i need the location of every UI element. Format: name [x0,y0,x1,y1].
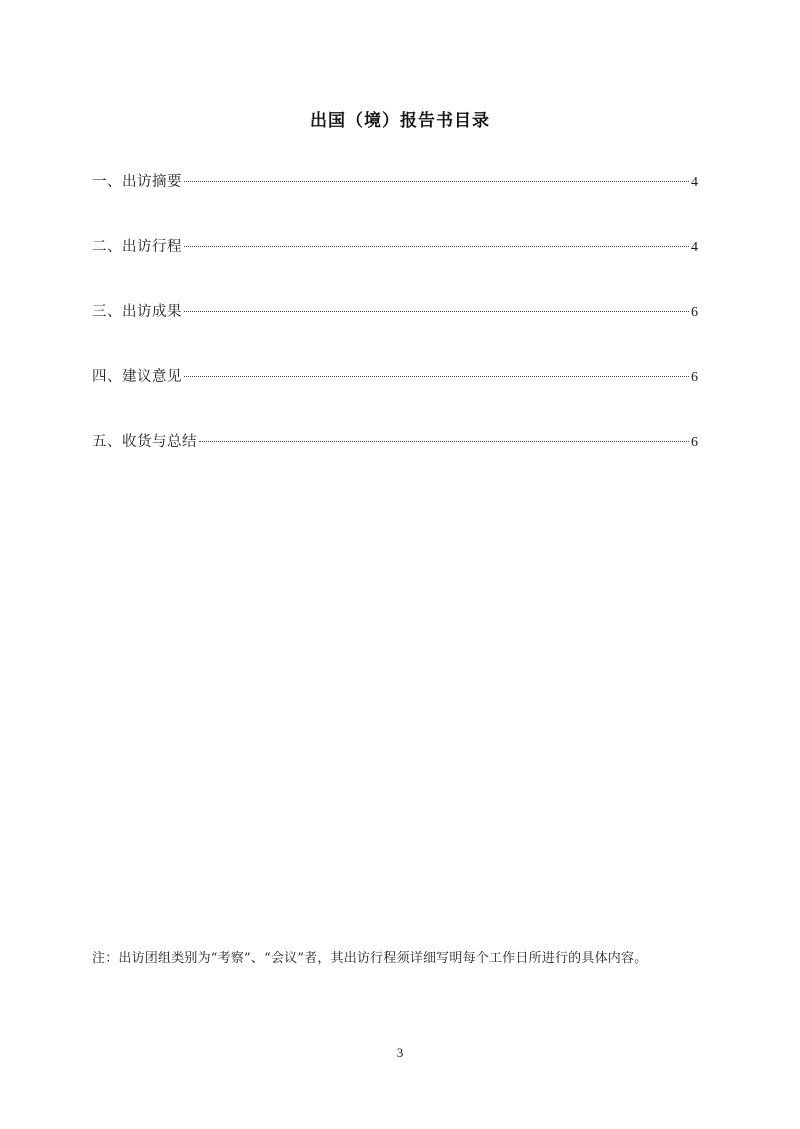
toc-entry-suggestions [92,365,698,387]
toc-entry-results [92,300,698,322]
toc-entry-label: 一、出访摘要 [92,174,182,190]
toc-dot-leader [184,181,689,182]
toc-entry-page: 6 [691,435,698,450]
toc-entry-summary [92,170,698,192]
toc-entry-label: 五、收货与总结 [92,434,197,450]
toc-entry-page: 4 [691,175,698,190]
toc-dot-leader [184,376,689,377]
page-title: 出国（境）报告书目录 [310,111,490,131]
toc-entry-label: 四、建议意见 [92,369,182,385]
toc-entry-page: 6 [691,305,698,320]
toc-entry-page: 4 [691,240,698,255]
page-number: 3 [396,1045,404,1060]
table-of-contents [92,170,698,495]
footnote: 注：出访团组类别为“考察”、“会议”者，其出访行程须详细写明每个工作日所进行的具体内容。 [92,951,648,966]
toc-dot-leader [184,311,689,312]
toc-entry-itinerary [92,235,698,257]
toc-entry-conclusion [92,430,698,452]
toc-dot-leader [199,441,689,442]
toc-entry-label: 二、出访行程 [92,239,182,255]
toc-entry-label: 三、出访成果 [92,304,182,320]
toc-entry-page: 6 [691,370,698,385]
toc-dot-leader [184,246,689,247]
